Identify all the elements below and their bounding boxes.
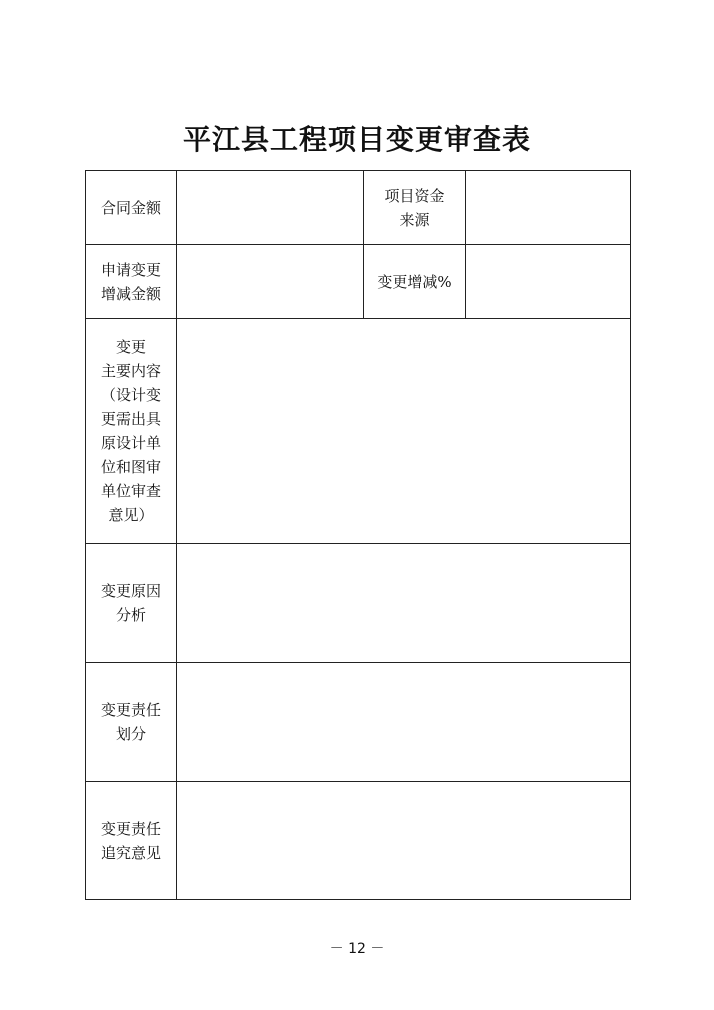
change-reason-label: 变更原因 分析 bbox=[86, 544, 177, 663]
change-percent-value bbox=[466, 245, 631, 319]
change-amount-value bbox=[177, 245, 364, 319]
page-number: － 12 － bbox=[329, 941, 385, 957]
responsibility-label: 变更责任 划分 bbox=[86, 663, 177, 782]
change-reason-value bbox=[177, 544, 631, 663]
contract-amount-value bbox=[177, 171, 364, 245]
change-percent-label: 变更增减% bbox=[364, 245, 466, 319]
change-content-label: 变更 主要内容 （设计变 更需出具 原设计单 位和图审 单位审查 意见） bbox=[86, 319, 177, 544]
row-contract-amount bbox=[86, 171, 631, 245]
funding-source-value bbox=[466, 171, 631, 245]
accountability-label: 变更责任 追究意见 bbox=[86, 782, 177, 900]
row-change-content bbox=[86, 319, 631, 544]
funding-source-label: 项目资金 来源 bbox=[364, 171, 466, 245]
change-amount-label: 申请变更 增减金额 bbox=[86, 245, 177, 319]
row-responsibility bbox=[86, 663, 631, 782]
responsibility-value bbox=[177, 663, 631, 782]
row-change-amount bbox=[86, 245, 631, 319]
accountability-value bbox=[177, 782, 631, 900]
form-title: 平江县工程项目变更审查表 bbox=[182, 123, 531, 156]
row-change-reason bbox=[86, 544, 631, 663]
change-review-table bbox=[85, 170, 631, 900]
change-content-value bbox=[177, 319, 631, 544]
contract-amount-label: 合同金额 bbox=[86, 171, 177, 245]
row-accountability bbox=[86, 782, 631, 900]
